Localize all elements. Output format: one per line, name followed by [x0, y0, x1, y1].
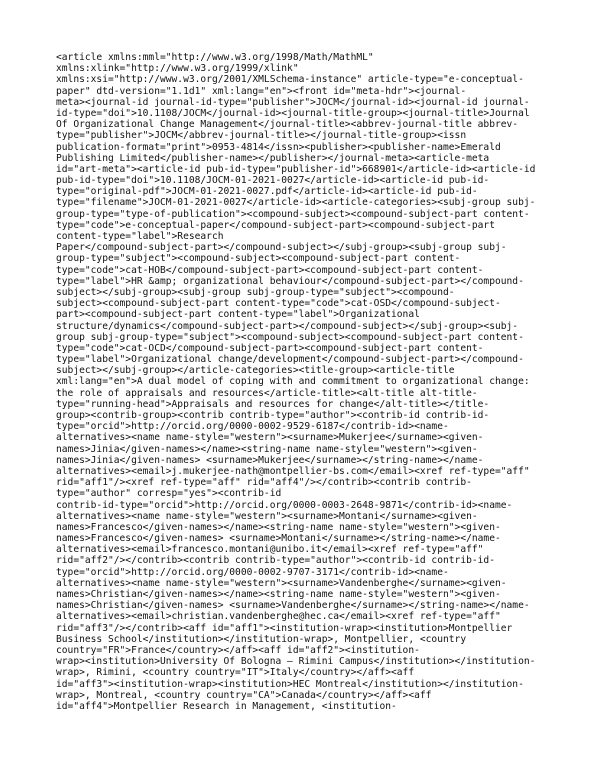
xml-text-line: id="aff3"><institution-wrap><institution>HEC Montreal</institution></institution- [56, 678, 524, 690]
xml-text-line: alternatives><email>christian.vandenberghe@hec.ca</email><xref ref-type="aff" [56, 611, 501, 623]
xml-text-line: Business School</institution></institution-wrap>, Montpellier, <country [56, 633, 467, 645]
xml-text-line: id="aff4">Montpellier Research in Management, <institution- [56, 700, 397, 712]
xml-text-line: the role of appraisals and resources</article-title><alt-title alt-title- [56, 387, 478, 399]
xml-text-line: alternatives><name name-style="western"><surname>Mukerjee</surname><given- [56, 432, 484, 444]
xml-text-line: structure/dynamics</compound-subject-part></compound-subject></subj-group><subj- [56, 320, 519, 332]
xml-text-line: Publishing Limited</publisher-name></publisher></journal-meta><article-meta [56, 152, 490, 164]
xml-text-line: group><contrib-group><contrib contrib-type="author"><contrib-id contrib-id- [56, 410, 490, 421]
xml-text-line: subject></subj-group><subj-group subj-group-type="subject"><compound- [56, 286, 455, 298]
xml-text-line: rid="aff2"/></contrib><contrib contrib-type="author"><contrib-id contrib-id- [56, 555, 495, 567]
xml-text-line: names>Jinia</given-names></name><string-name name-style="western"><given- [56, 443, 478, 455]
xml-text-line: pub-id-type="doi">10.1108/JOCM-01-2021-0027</article-id><article-id pub-id- [56, 175, 490, 187]
xml-text-line: meta><journal-id journal-id-type="publisher">JOCM</journal-id><journal-id journal- [56, 96, 530, 108]
xml-text-line: country="FR">France</country></aff><aff id="aff2"><institution- [56, 644, 420, 656]
xml-text-line: wrap>, Rimini, <country country="IT">Italy</country></aff><aff [56, 667, 415, 679]
xml-text-line: type="code">e-conceptual-paper</compound-subject-part><compound-subject-part [56, 219, 495, 231]
xml-text-line: xmlns:xlink="http://www.w3.org/1999/xlink" [56, 63, 299, 75]
xml-text-line: group subj-group-type="subject"><compound-subject><compound-subject-part content- [56, 331, 524, 343]
xml-text-line: type="filename">JOCM-01-2021-0027</article-id><article-categories><subj-group subj- [56, 197, 536, 209]
xml-text-line: type="author" corresp="yes"><contrib-id [56, 488, 282, 500]
xml-text-line: alternatives><email>francesco.montani@unibo.it</email><xref ref-type="aff" [56, 544, 484, 556]
xml-text-line: type="publisher">JOCM</abbrev-journal-title></journal-title-group><issn [56, 130, 467, 142]
xml-text-line: publication-format="print">0953-4814</issn><publisher><publisher-name>Emerald [56, 141, 501, 153]
xml-text-line: type="original-pdf">JOCM-01-2021-0027.pdf</article-id><article-id pub-id- [56, 186, 478, 198]
xml-text-line: Paper</compound-subject-part></compound-subject></subj-group><subj-group subj- [56, 242, 507, 254]
xml-text-line: xml:lang="en">A dual model of coping with and commitment to organizational change: [56, 376, 530, 388]
xml-text-line: id-type="doi">10.1108/JOCM</journal-id><journal-title-group><journal-title>Journal [56, 107, 530, 119]
xml-text-line: contrib-id-type="orcid">http://orcid.org/0000-0003-2648-9871</contrib-id><name- [56, 499, 513, 511]
xml-text-line: paper" dtd-version="1.1d1" xml:lang="en"><front id="meta-hdr"><journal- [56, 85, 467, 97]
xml-text-line: group-type="subject"><compound-subject><compound-subject-part content- [56, 253, 461, 265]
xml-text-line: type="code">cat-HOB</compound-subject-part><compound-subject-part content- [56, 264, 484, 276]
xml-text-line: type="label">HR &amp; organizational behaviour</compound-subject-part></compound- [56, 275, 524, 287]
xml-text-line: wrap><institution>University Of Bologna – Rimini Campus</institution></institution- [56, 656, 536, 668]
xml-text-line: type="label">Organizational change/development</compound-subject-part></compound- [56, 354, 524, 366]
xml-text-line: rid="aff3"/></contrib><aff id="aff1"><institution-wrap><institution>Montpellier [56, 622, 513, 634]
xml-text-line: names>Francesco</given-names> <surname>Montani</surname></string-name></name- [56, 533, 501, 545]
xml-source-text [56, 52, 556, 712]
xml-text-line: type="orcid">http://orcid.org/0000-0002-9707-3171</contrib-id><name- [56, 566, 449, 578]
xml-text-line: names>Christian</given-names> <surname>Vandenberghe</surname></string-name></name- [56, 600, 530, 612]
xml-text-line: names>Christian</given-names></name><string-name name-style="western"><given- [56, 589, 501, 600]
xml-text-line: alternatives><name name-style="western"><surname>Montani</surname><given- [56, 510, 478, 522]
xml-text-line: id="art-meta"><article-id pub-id-type="publisher-id">668901</article-id><article-id [56, 163, 536, 175]
xml-text-line: xmlns:xsi="http://www.w3.org/2001/XMLSchema-instance" article-type="e-conceptual- [56, 74, 524, 86]
xml-text-line: Of Organizational Change Management</journal-title><abbrev-journal-title abbrev- [56, 119, 519, 131]
xml-text-line: names>Jinia</given-names> <surname>Mukerjee</surname></string-name></name- [56, 454, 484, 466]
xml-text-line: type="running-head">Appraisals and resources for change</alt-title></title- [56, 398, 490, 410]
xml-text-line: alternatives><name name-style="western"><surname>Vandenberghe</surname><given- [56, 577, 507, 589]
xml-text-line: alternatives><email>j.mukerjee-nath@montpellier-bs.com</email><xref ref-type="aff" [56, 465, 530, 477]
xml-text-line: wrap>, Montreal, <country country="CA">Canada</country></aff><aff [56, 689, 432, 701]
xml-text-line: type="orcid">http://orcid.org/0000-0002-9529-6187</contrib-id><name- [56, 421, 449, 433]
xml-text-line: subject><compound-subject-part content-type="code">cat-OSD</compound-subject- [56, 298, 501, 310]
xml-text-line: type="code">cat-OCD</compound-subject-part><compound-subject-part content- [56, 342, 484, 354]
xml-text-line: <article xmlns:mml="http://www.w3.org/1998/Math/MathML" [56, 52, 374, 63]
xml-text-line: content-type="label">Research [56, 231, 224, 242]
xml-text-line: rid="aff1"/><xref ref-type="aff" rid="aff4"/></contrib><contrib contrib- [56, 477, 472, 489]
xml-text-line: subject></subj-group></article-categories><title-group><article-title [56, 365, 455, 377]
xml-text-line: names>Francesco</given-names></name><string-name name-style="western"><given- [56, 521, 501, 533]
xml-text-line: part><compound-subject-part content-type="label">Organizational [56, 309, 420, 321]
xml-text-line: group-type="type-of-publication"><compound-subject><compound-subject-part content- [56, 208, 530, 220]
